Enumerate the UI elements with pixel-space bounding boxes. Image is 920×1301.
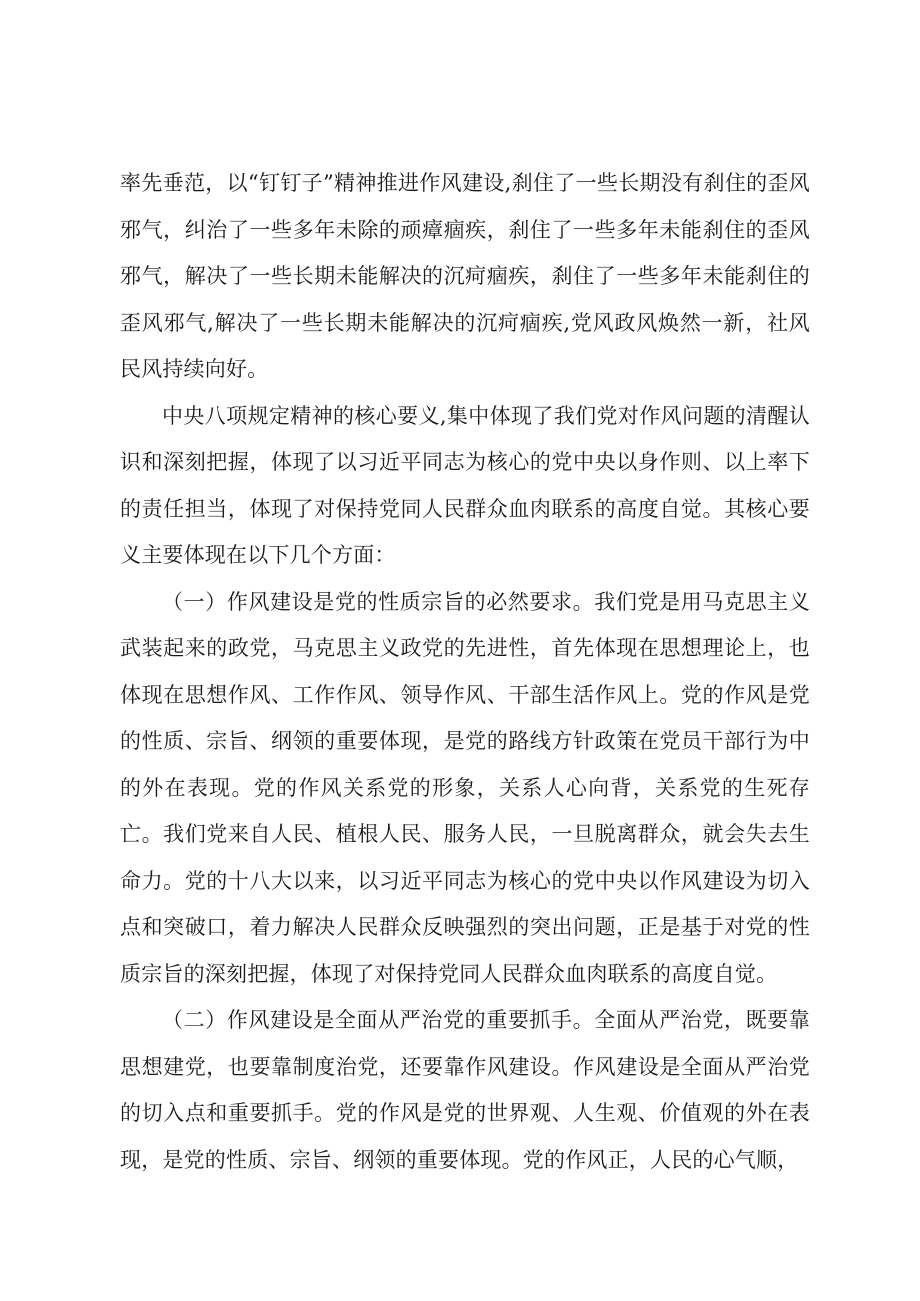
body-text [120,160,810,1183]
paragraph-core-meaning: 中央八项规定精神的核心要义,集中体现了我们党对作风问题的清醒认识和深刻把握，体现了以习近平同志为核心的党中央以身作则、以上率下的责任担当，体现了对保持党同人民群众血肉联系的高度自觉。其核心要义主要体现在以下几个方面： [120,403,810,567]
paragraph-section-two: （二）作风建设是全面从严治党的重要抓手。全面从严治党，既要靠思想建党，也要靠制度治党，还要靠作风建设。作风建设是全面从严治党的切入点和重要抓手。党的作风是党的世界观、人生观、价值观的外在表现，是党的性质、宗旨、纲领的重要体现。党的作风正，人民的心气顺， [120,1008,810,1172]
paragraph-continuation: 率先垂范，以“钉钉子”精神推进作风建设,刹住了一些长期没有刹住的歪风邪气，纠治了一些多年未除的顽瘴痼疾，刹住了一些多年未能刹住的歪风邪气，解决了一些长期未能解决的沉疴痼疾，刹住了一些多年未能刹住的歪风邪气,解决了一些长期未能解决的沉疴痼疾,党风政风焕然一新，社风民风持续向好。 [120,171,810,381]
paragraph-section-one: （一）作风建设是党的性质宗旨的必然要求。我们党是用马克思主义武装起来的政党，马克思主义政党的先进性，首先体现在思想理论上，也体现在思想作风、工作作风、领导作风、干部生活作风上。党的作风是党的性质、宗旨、纲领的重要体现，是党的路线方针政策在党员干部行为中的外在表现。党的作风关系党的形象，关系人心向背，关系党的生死存亡。我们党来自人民、植根人民、服务人民，一旦脱离群众，就会失去生命力。党的十八大以来，以习近平同志为核心的党中央以作风建设为切入点和突破口，着力解决人民群众反映强烈的突出问题，正是基于对党的性质宗旨的深刻把握，体现了对保持党同人民群众血肉联系的高度自觉。 [120,589,810,986]
